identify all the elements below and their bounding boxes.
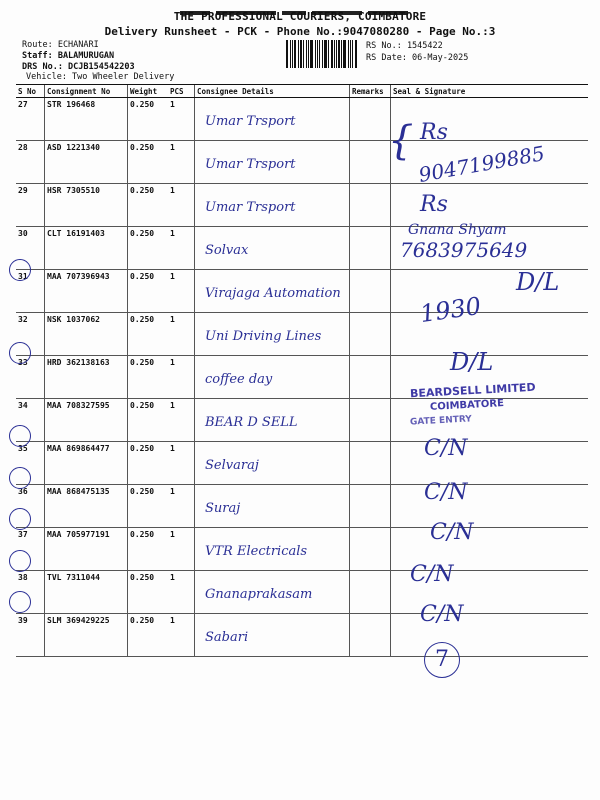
pcs-cell-text: 1 — [170, 487, 175, 496]
remarks-cell — [350, 399, 391, 442]
consignment-cell-text: TVL 7311044 — [47, 573, 100, 582]
sno-circle-mark — [9, 467, 31, 489]
pcs-cell — [168, 98, 195, 141]
consignee-cell — [195, 571, 350, 614]
weight-cell — [128, 571, 169, 614]
barcode-bar — [324, 40, 327, 68]
col-consignee: Consignee Details — [195, 85, 350, 98]
weight-cell-text: 0.250 — [130, 616, 155, 625]
consignment-cell — [45, 528, 128, 571]
consignment-cell-text: STR 196468 — [47, 100, 96, 109]
pcs-cell-text: 1 — [170, 100, 175, 109]
sno-cell-text: 31 — [18, 272, 28, 281]
pcs-cell-text: 1 — [170, 272, 175, 281]
barcode-bar — [355, 40, 357, 68]
pcs-cell-text: 1 — [170, 573, 175, 582]
pcs-cell-text: 1 — [170, 616, 175, 625]
sno-cell-text: 38 — [18, 573, 28, 582]
barcode-bar — [328, 40, 329, 68]
weight-cell-text: 0.250 — [130, 100, 155, 109]
pcs-cell — [168, 614, 195, 657]
remarks-cell — [350, 270, 391, 313]
sno-circle-mark — [9, 342, 31, 364]
sno-cell-text: 36 — [18, 487, 28, 496]
consignee-name: Uni Driving Lines — [205, 329, 322, 344]
remarks-cell — [350, 442, 391, 485]
sno-circle-mark — [9, 550, 31, 572]
consignment-cell — [45, 270, 128, 313]
pcs-cell — [168, 313, 195, 356]
weight-cell-text: 0.250 — [130, 272, 155, 281]
pcs-cell — [168, 141, 195, 184]
sno-cell-text: 28 — [18, 143, 28, 152]
remarks-cell — [350, 528, 391, 571]
barcode-bar — [350, 40, 351, 68]
cn-mark: C/N — [424, 480, 468, 505]
pcs-cell-text: 1 — [170, 143, 175, 152]
pcs-cell-text: 1 — [170, 530, 175, 539]
page-count-circle: 7 — [424, 642, 460, 678]
seal-cell — [391, 485, 589, 528]
barcode-bar — [317, 40, 318, 68]
consignee-name: Sabari — [205, 630, 249, 645]
consignment-cell-text: MAA 705977191 — [47, 530, 110, 539]
consignment-cell — [45, 356, 128, 399]
consignee-name: coffee day — [205, 372, 273, 387]
barcode-bar — [300, 40, 302, 68]
barcode-bar — [348, 40, 350, 68]
consignment-cell-text: MAA 868475135 — [47, 487, 110, 496]
weight-cell — [128, 227, 169, 270]
sno-cell — [16, 141, 45, 184]
sno-circle-mark — [9, 259, 31, 281]
pcs-cell — [168, 184, 195, 227]
weight-cell-text: 0.250 — [130, 143, 155, 152]
delivered-mark: D/L — [516, 268, 560, 296]
weight-cell — [128, 98, 169, 141]
barcode-bar — [341, 40, 342, 68]
consignment-cell — [45, 313, 128, 356]
consignee-cell — [195, 356, 350, 399]
consignment-cell — [45, 141, 128, 184]
weight-cell-text: 0.250 — [130, 358, 155, 367]
weight-cell-text: 0.250 — [130, 444, 155, 453]
remarks-cell — [350, 227, 391, 270]
weight-cell-text: 0.250 — [130, 229, 155, 238]
consignee-cell — [195, 399, 350, 442]
col-weight: Weight — [128, 85, 169, 98]
signature-phone: 9047199885 — [416, 141, 547, 187]
sno-circle-mark — [9, 591, 31, 613]
company-stamp-line1: BEARDSELL LIMITED — [409, 380, 536, 401]
pcs-cell — [168, 227, 195, 270]
consignee-name: Virajaga Automation — [205, 286, 341, 301]
barcode-bar — [292, 40, 293, 68]
col-seal: Seal & Signature — [391, 85, 589, 98]
weight-cell-text: 0.250 — [130, 573, 155, 582]
consignee-cell — [195, 98, 350, 141]
barcode-bar — [308, 40, 310, 68]
weight-cell — [128, 485, 169, 528]
weight-cell — [128, 184, 169, 227]
cn-mark: C/N — [430, 520, 474, 545]
weight-cell-text: 0.250 — [130, 487, 155, 496]
consignment-cell-text: HRD 362138163 — [47, 358, 110, 367]
barcode-bar — [343, 40, 346, 68]
consignment-cell — [45, 399, 128, 442]
top-print-remnant — [180, 0, 430, 6]
weight-cell-text: 0.250 — [130, 186, 155, 195]
sno-cell — [16, 614, 45, 657]
weight-cell — [128, 528, 169, 571]
consignment-cell — [45, 227, 128, 270]
sno-cell-text: 35 — [18, 444, 28, 453]
pcs-cell — [168, 442, 195, 485]
pcs-cell — [168, 571, 195, 614]
remarks-cell — [350, 141, 391, 184]
brace-mark: { — [388, 118, 414, 164]
consignee-name: Selvaraj — [205, 458, 259, 473]
consignment-cell-text: MAA 707396943 — [47, 272, 110, 281]
weight-cell — [128, 141, 169, 184]
route-label: Route: ECHANARI — [22, 40, 99, 50]
pcs-cell-text: 1 — [170, 229, 175, 238]
sno-cell-text: 37 — [18, 530, 28, 539]
rs-date: RS Date: 06-May-2025 — [366, 53, 469, 63]
consignee-cell — [195, 485, 350, 528]
col-remarks: Remarks — [350, 85, 391, 98]
consignee-cell — [195, 270, 350, 313]
pcs-cell-text: 1 — [170, 444, 175, 453]
barcode-bar — [315, 40, 316, 68]
consignee-name: Umar Trsport — [205, 114, 296, 129]
table-row — [16, 485, 588, 528]
consignment-cell-text: MAA 708327595 — [47, 401, 110, 410]
weight-cell — [128, 313, 169, 356]
runsheet-title: Delivery Runsheet - PCK - Phone No.:9047080280 - Page No.:3 — [104, 25, 496, 38]
sno-circle-mark — [9, 425, 31, 447]
consignment-cell — [45, 614, 128, 657]
table-row — [16, 98, 588, 141]
table-row — [16, 614, 588, 657]
col-sno: S No — [16, 85, 45, 98]
table-header-row — [16, 85, 588, 98]
consignment-cell-text: ASD 1221340 — [47, 143, 100, 152]
weight-cell — [128, 442, 169, 485]
barcode-bar — [290, 40, 291, 68]
remarks-cell — [350, 313, 391, 356]
company-stamp-line2: COIMBATORE — [429, 398, 505, 413]
staff-label: Staff: BALAMURUGAN — [22, 51, 115, 61]
company-title: THE PROFESSIONAL COURIERS, COIMBATORE — [173, 10, 427, 23]
pcs-cell-text: 1 — [170, 358, 175, 367]
col-pcs: PCS — [168, 85, 195, 98]
consignment-cell-text: MAA 869864477 — [47, 444, 110, 453]
pcs-cell — [168, 528, 195, 571]
barcode-bar — [319, 40, 321, 68]
consignment-cell-text: CLT 16191403 — [47, 229, 105, 238]
pcs-cell-text: 1 — [170, 186, 175, 195]
drs-number: DRS No.: DCJB154542203 — [22, 62, 135, 72]
barcode-bar — [286, 40, 288, 68]
col-consignment: Consignment No — [45, 85, 128, 98]
table-row — [16, 528, 588, 571]
table-row — [16, 442, 588, 485]
table-row — [16, 270, 588, 313]
sno-cell-text: 29 — [18, 186, 28, 195]
consignee-name: Umar Trsport — [205, 157, 296, 172]
consignee-name: BEAR D SELL — [205, 415, 298, 430]
consignment-cell-text: HSR 7305510 — [47, 186, 100, 195]
consignment-cell — [45, 442, 128, 485]
signature-mark: Rs — [420, 192, 448, 217]
consignment-cell-text: NSK 1037062 — [47, 315, 100, 324]
table-row — [16, 184, 588, 227]
barcode-bar — [306, 40, 307, 68]
cn-mark: C/N — [410, 562, 454, 587]
barcode-bar — [338, 40, 340, 68]
consignee-name: Umar Trsport — [205, 200, 296, 215]
remarks-cell — [350, 98, 391, 141]
barcode-bar — [294, 40, 297, 68]
remarks-cell — [350, 184, 391, 227]
barcode-bar — [336, 40, 337, 68]
weight-cell — [128, 399, 169, 442]
remarks-cell — [350, 614, 391, 657]
receiver-name: Gnana Shyam — [408, 222, 507, 238]
weight-cell — [128, 614, 169, 657]
sno-cell-text: 32 — [18, 315, 28, 324]
consignee-cell — [195, 442, 350, 485]
barcode-bar — [322, 40, 323, 68]
sno-circle-mark — [9, 508, 31, 530]
pcs-cell — [168, 399, 195, 442]
rs-number: RS No.: 1545422 — [366, 41, 443, 51]
pcs-cell — [168, 356, 195, 399]
sno-cell — [16, 98, 45, 141]
company-stamp-line3: GATE ENTRY — [409, 414, 473, 428]
remarks-cell — [350, 356, 391, 399]
consignee-cell — [195, 614, 350, 657]
sno-cell-text: 34 — [18, 401, 28, 410]
consignee-name: Gnanaprakasam — [205, 587, 313, 602]
consignee-name: Solvax — [205, 243, 249, 258]
barcode-bar — [331, 40, 333, 68]
sno-cell-text: 39 — [18, 616, 28, 625]
sno-cell-text: 33 — [18, 358, 28, 367]
weight-cell — [128, 270, 169, 313]
vehicle-label: Vehicle: Two Wheeler Delivery — [26, 72, 175, 82]
pcs-cell — [168, 270, 195, 313]
barcode-bar — [303, 40, 304, 68]
consignee-name: Suraj — [205, 501, 241, 516]
barcode-bar — [310, 40, 313, 68]
seal-cell — [391, 442, 589, 485]
cn-mark: C/N — [420, 602, 464, 627]
pcs-cell — [168, 485, 195, 528]
remarks-cell — [350, 571, 391, 614]
consignee-cell — [195, 227, 350, 270]
weight-cell-text: 0.250 — [130, 401, 155, 410]
consignee-cell — [195, 313, 350, 356]
cn-mark: C/N — [424, 436, 468, 461]
sno-cell-text: 30 — [18, 229, 28, 238]
consignment-cell — [45, 485, 128, 528]
consignment-cell — [45, 571, 128, 614]
consignee-name: VTR Electricals — [205, 544, 308, 559]
consignment-cell — [45, 184, 128, 227]
weight-cell — [128, 356, 169, 399]
table-row — [16, 313, 588, 356]
sno-cell-text: 27 — [18, 100, 28, 109]
signature-mark: Rs — [420, 120, 448, 145]
barcode-bar — [352, 40, 353, 68]
consignee-cell — [195, 184, 350, 227]
remarks-cell — [350, 485, 391, 528]
consignment-cell — [45, 98, 128, 141]
consignment-cell-text: SLM 369429225 — [47, 616, 110, 625]
sno-cell — [16, 184, 45, 227]
table-row — [16, 571, 588, 614]
signature-mark: 1930 — [418, 291, 483, 329]
barcode-bar — [298, 40, 299, 68]
consignee-cell — [195, 528, 350, 571]
barcode-bar — [334, 40, 335, 68]
barcode — [286, 40, 358, 68]
receiver-phone: 7683975649 — [400, 238, 528, 262]
pcs-cell-text: 1 — [170, 401, 175, 410]
pcs-cell-text: 1 — [170, 315, 175, 324]
delivered-mark: D/L — [450, 348, 494, 376]
weight-cell-text: 0.250 — [130, 530, 155, 539]
consignee-cell — [195, 141, 350, 184]
weight-cell-text: 0.250 — [130, 315, 155, 324]
